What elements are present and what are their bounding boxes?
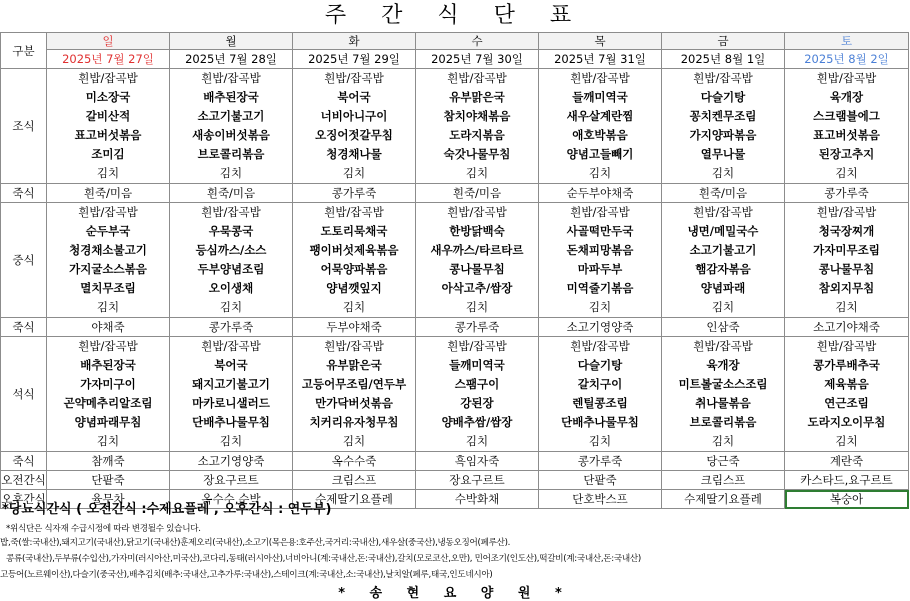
menu-item: 흰밥/잡곡밥 (447, 71, 507, 85)
facility-name: * 송 현 요 양 원 * (338, 586, 572, 601)
menu-item: 배추된장국 (80, 358, 136, 372)
menu-item: 흰밥/잡곡밥 (693, 205, 753, 219)
lunch-label: 중식 (1, 203, 47, 318)
menu-item: 등심까스/소스 (195, 243, 267, 257)
menu-item: 김치 (588, 434, 612, 448)
lunch-cell (785, 203, 909, 318)
dinner-cell (785, 337, 909, 452)
menu-item: 오이생채 (208, 281, 254, 295)
date-cell: 2025년 7월 28일 (170, 50, 293, 69)
menu-item: 김치 (342, 434, 366, 448)
menu-item: 흰밥/잡곡밥 (816, 71, 877, 85)
porridge-cell: 소고기야채죽 (785, 318, 909, 337)
menu-item: 곤약메추리알조림 (63, 396, 153, 410)
menu-item: 청경채소불고기 (69, 243, 147, 257)
menu-item: 팽이버섯제육볶음 (309, 243, 399, 257)
snack-cell: 단팥죽 (539, 471, 662, 490)
menu-item: 표고버섯볶음 (74, 128, 142, 142)
menu-item: 가자미무조림 (813, 243, 880, 257)
menu-item: 마파두부 (577, 262, 623, 276)
porridge-cell: 콩가루죽 (170, 318, 293, 337)
menu-item: 브로콜리볶음 (197, 147, 265, 161)
lunch-cell (293, 203, 416, 318)
day-name: 목 (539, 33, 662, 50)
menu-item: 김치 (711, 166, 735, 180)
snack-cell: 크림스프 (293, 471, 416, 490)
menu-item: 김치 (835, 166, 858, 180)
header-label: 구분 (1, 33, 47, 69)
menu-item: 들깨미역국 (572, 90, 628, 104)
breakfast-cell (293, 69, 416, 184)
menu-item: 소고기불고기 (197, 109, 265, 123)
porridge-cell: 당근죽 (662, 452, 785, 471)
menu-item: 김치 (835, 300, 858, 314)
menu-item: 햄감자볶음 (695, 262, 751, 276)
menu-item: 도라지볶음 (449, 128, 505, 142)
menu-item: 애호박볶음 (572, 128, 628, 142)
menu-item: 치커리유자청무침 (309, 415, 399, 429)
menu-item: 흰밥/잡곡밥 (201, 205, 261, 219)
snack-cell: 단호박스프 (539, 490, 662, 509)
menu-item: 양배추쌈/쌈장 (441, 415, 513, 429)
menu-item: 김치 (219, 434, 243, 448)
menu-item: 갈비산적 (85, 109, 131, 123)
porridge-label: 죽식 (1, 318, 47, 337)
lunch-porridge-row (1, 318, 909, 337)
lunch-row (1, 203, 909, 318)
menu-item: 흰밥/잡곡밥 (816, 205, 877, 219)
menu-item: 미역줄기볶음 (566, 281, 634, 295)
menu-item: 연근조림 (824, 396, 869, 410)
breakfast-cell (539, 69, 662, 184)
menu-item: 흰밥/잡곡밥 (78, 205, 138, 219)
porridge-cell: 흑임자죽 (416, 452, 539, 471)
notice-line: *위식단은 식자재 수급시정에 따라 변경될수 있습니다. (6, 524, 201, 534)
menu-item: 김치 (219, 300, 243, 314)
snack-cell: 크림스프 (662, 471, 785, 490)
menu-item: 렌틸콩조림 (572, 396, 628, 410)
menu-item: 갈치구이 (577, 377, 623, 391)
menu-item: 오징어젓갈무침 (315, 128, 393, 142)
porridge-cell: 콩가루죽 (416, 318, 539, 337)
day-name: 토 (785, 33, 909, 50)
menu-item: 새우까스/타르타르 (430, 243, 524, 257)
menu-item: 김치 (465, 434, 489, 448)
origin-line: 콩류(국내산),두부류(수입산),가자미(러시아산,미국산),코다리,동태(러시아산),너비아니(계:국내산,돈:국내산),갈치(모로코산,오만), 민어조기(인도산),떡갈비(계:국내산,돈:국내산) (6, 554, 641, 564)
menu-item: 김치 (588, 300, 612, 314)
day-row (1, 33, 909, 50)
menu-item: 육개장 (706, 358, 740, 372)
menu-item: 한방닭백숙 (449, 224, 505, 238)
snack-cell: 카스타드,요구르트 (785, 471, 909, 490)
snack-cell: 수제딸기요플레 (293, 490, 416, 509)
breakfast-label: 조식 (1, 69, 47, 184)
menu-item: 김치 (96, 166, 120, 180)
menu-item: 돈채피망볶음 (566, 243, 634, 257)
menu-item: 어묵양파볶음 (320, 262, 388, 276)
porridge-cell: 옥수수죽 (293, 452, 416, 471)
porridge-cell: 순두부야채죽 (539, 184, 662, 203)
menu-item: 표고버섯볶음 (813, 128, 880, 142)
menu-item: 다슬기탕 (577, 358, 623, 372)
menu-item: 북어국 (337, 90, 371, 104)
menu-item: 숙갓나물무침 (443, 147, 511, 161)
menu-item: 참외지무침 (818, 281, 875, 295)
menu-item: 제육볶음 (824, 377, 869, 391)
dinner-row (1, 337, 909, 452)
breakfast-row (1, 69, 909, 184)
menu-item: 유부맑은국 (326, 358, 382, 372)
menu-item: 흰밥/잡곡밥 (324, 71, 384, 85)
menu-item: 가지양파볶음 (689, 128, 757, 142)
menu-item: 김치 (342, 166, 366, 180)
menu-item: 흰밥/잡곡밥 (201, 71, 261, 85)
menu-item: 김치 (588, 166, 612, 180)
date-cell: 2025년 7월 30일 (416, 50, 539, 69)
menu-item: 김치 (219, 166, 243, 180)
porridge-cell: 야채죽 (47, 318, 170, 337)
snack-cell: 옥수수,수박 (170, 490, 293, 509)
menu-item: 흰밥/잡곡밥 (324, 339, 384, 353)
porridge-cell: 인삼죽 (662, 318, 785, 337)
menu-item: 미소장국 (85, 90, 131, 104)
dinner-label: 석식 (1, 337, 47, 452)
menu-item: 김치 (96, 434, 120, 448)
menu-item: 청국장찌개 (818, 224, 875, 238)
morning-snack-row (1, 471, 909, 490)
menu-item: 양념파래 (700, 281, 746, 295)
menu-item: 콩가루배추국 (813, 358, 880, 372)
snack-cell[interactable]: 복숭아 (785, 490, 909, 509)
dinner-cell (416, 337, 539, 452)
menu-item: 육개장 (829, 90, 864, 104)
porridge-cell: 콩가루죽 (293, 184, 416, 203)
diabetic-snack-note: *당뇨식간식 ( 오전간식 :수제요플레 , 오후간식 : 연두부) (2, 502, 332, 517)
page-title: 주 간 식 단 표 (324, 3, 586, 28)
menu-item: 열무나물 (700, 147, 746, 161)
menu-item: 양념파래무침 (74, 415, 142, 429)
menu-item: 흰밥/잡곡밥 (78, 71, 138, 85)
porridge-cell: 흰죽/미음 (170, 184, 293, 203)
menu-item: 단배추나물무침 (192, 415, 270, 429)
menu-item: 유부맑은국 (449, 90, 505, 104)
menu-item: 들깨미역국 (449, 358, 505, 372)
afternoon-snack-label: 오후간식 (1, 490, 47, 509)
morning-snack-label: 오전간식 (1, 471, 47, 490)
dinner-cell (47, 337, 170, 452)
menu-item: 흰밥/잡곡밥 (78, 339, 138, 353)
menu-item: 콩나물무침 (818, 262, 875, 276)
menu-item: 취나물볶음 (695, 396, 751, 410)
menu-item: 순두부국 (85, 224, 131, 238)
porridge-cell: 소고기영양죽 (539, 318, 662, 337)
porridge-label: 죽식 (1, 452, 47, 471)
porridge-cell: 두부야채죽 (293, 318, 416, 337)
menu-item: 조미김 (91, 147, 125, 161)
porridge-cell: 흰죽/미음 (662, 184, 785, 203)
breakfast-cell (662, 69, 785, 184)
menu-item: 청경채나물 (326, 147, 382, 161)
weekly-menu-table (0, 32, 909, 509)
porridge-cell: 계란죽 (785, 452, 909, 471)
menu-item: 단배추나물무침 (561, 415, 639, 429)
menu-item: 소고기불고기 (689, 243, 757, 257)
menu-item: 미트볼굴소스조림 (678, 377, 768, 391)
dinner-cell (539, 337, 662, 452)
lunch-cell (47, 203, 170, 318)
menu-item: 김치 (835, 434, 858, 448)
menu-item: 강된장 (460, 396, 494, 410)
day-name: 수 (416, 33, 539, 50)
menu-item: 김치 (465, 300, 489, 314)
snack-cell: 단팥죽 (47, 471, 170, 490)
dinner-cell (293, 337, 416, 452)
menu-item: 된장고추지 (818, 147, 875, 161)
dinner-porridge-row (1, 452, 909, 471)
menu-item: 돼지고기불고기 (192, 377, 270, 391)
date-cell: 2025년 7월 29일 (293, 50, 416, 69)
menu-item: 양념깻잎지 (326, 281, 382, 295)
menu-item: 흰밥/잡곡밥 (570, 71, 630, 85)
menu-item: 스크램블에그 (813, 109, 880, 123)
snack-cell: 수박화채 (416, 490, 539, 509)
menu-item: 콩나물무침 (449, 262, 505, 276)
date-cell: 2025년 8월 1일 (662, 50, 785, 69)
dinner-cell (662, 337, 785, 452)
lunch-cell (662, 203, 785, 318)
menu-item: 흰밥/잡곡밥 (570, 205, 630, 219)
snack-cell: 수제딸기요플레 (662, 490, 785, 509)
menu-item: 김치 (342, 300, 366, 314)
menu-item: 김치 (711, 300, 735, 314)
lunch-cell (170, 203, 293, 318)
lunch-cell (539, 203, 662, 318)
menu-item: 참치야채볶음 (443, 109, 511, 123)
date-row (1, 50, 909, 69)
menu-item: 김치 (711, 434, 735, 448)
porridge-cell: 콩가루죽 (539, 452, 662, 471)
menu-item: 아삭고추/쌈장 (441, 281, 513, 295)
menu-item: 도라지오이무침 (807, 415, 886, 429)
menu-item: 북어국 (214, 358, 248, 372)
menu-item: 멸치무조림 (80, 281, 136, 295)
porridge-cell: 콩가루죽 (785, 184, 909, 203)
day-name: 일 (47, 33, 170, 50)
day-name: 월 (170, 33, 293, 50)
menu-item: 꽁치켄무조림 (689, 109, 757, 123)
menu-item: 사골떡만두국 (566, 224, 634, 238)
menu-item: 새우살계란찜 (566, 109, 634, 123)
day-name: 화 (293, 33, 416, 50)
menu-item: 김치 (465, 166, 489, 180)
menu-item: 도토리묵채국 (320, 224, 388, 238)
menu-item: 김치 (96, 300, 120, 314)
menu-item: 두부양념조림 (197, 262, 265, 276)
menu-item: 브로콜리볶음 (689, 415, 757, 429)
day-name: 금 (662, 33, 785, 50)
date-cell: 2025년 7월 31일 (539, 50, 662, 69)
breakfast-cell (416, 69, 539, 184)
menu-item: 흰밥/잡곡밥 (693, 339, 753, 353)
lunch-cell (416, 203, 539, 318)
snack-cell: 장요구르트 (416, 471, 539, 490)
menu-item: 마카로니샐러드 (192, 396, 270, 410)
menu-item: 가자미구이 (80, 377, 136, 391)
menu-item: 흰밥/잡곡밥 (570, 339, 630, 353)
menu-item: 스팸구이 (454, 377, 500, 391)
breakfast-porridge-row (1, 184, 909, 203)
menu-item: 가지굴소스볶음 (69, 262, 147, 276)
menu-item: 만가닥버섯볶음 (315, 396, 393, 410)
porridge-cell: 소고기영양죽 (170, 452, 293, 471)
snack-cell: 장요구르트 (170, 471, 293, 490)
dinner-cell (170, 337, 293, 452)
menu-item: 다슬기탕 (700, 90, 746, 104)
menu-item: 흰밥/잡곡밥 (324, 205, 384, 219)
menu-item: 흰밥/잡곡밥 (201, 339, 261, 353)
menu-item: 양념고들빼기 (566, 147, 634, 161)
menu-item: 흰밥/잡곡밥 (447, 339, 507, 353)
menu-item: 너비아니구이 (320, 109, 388, 123)
origin-line: 밥,죽(쌀:국내산),돼지고기(국내산),닭고기(국내산)훈제오리(국내산),소고기(목은용:호주산,국거리:국내산),새우살(중국산),냉동오징어(페루산). (0, 538, 511, 548)
menu-item: 흰밥/잡곡밥 (693, 71, 753, 85)
menu-item: 흰밥/잡곡밥 (447, 205, 507, 219)
porridge-cell: 흰죽/미음 (47, 184, 170, 203)
date-cell: 2025년 7월 27일 (47, 50, 170, 69)
porridge-cell: 참깨죽 (47, 452, 170, 471)
menu-item: 새송이버섯볶음 (192, 128, 270, 142)
porridge-label: 죽식 (1, 184, 47, 203)
breakfast-cell (47, 69, 170, 184)
breakfast-cell (785, 69, 909, 184)
snack-cell: 율무차 (47, 490, 170, 509)
menu-item: 흰밥/잡곡밥 (816, 339, 877, 353)
origin-line: 고등어(노르웨이산),다슬기(중국산),배추김치(배추:국내산,고추가루:국내산),스테이크(계:국내산,소:국내산),날치알(페루,태국,인도네시아) (0, 570, 493, 580)
menu-item: 냉면/메밀국수 (687, 224, 759, 238)
menu-item: 고등어무조림/연두부 (301, 377, 407, 391)
porridge-cell: 흰죽/미음 (416, 184, 539, 203)
menu-item: 배추된장국 (203, 90, 259, 104)
breakfast-cell (170, 69, 293, 184)
menu-item: 우묵콩국 (208, 224, 254, 238)
date-cell: 2025년 8월 2일 (785, 50, 909, 69)
